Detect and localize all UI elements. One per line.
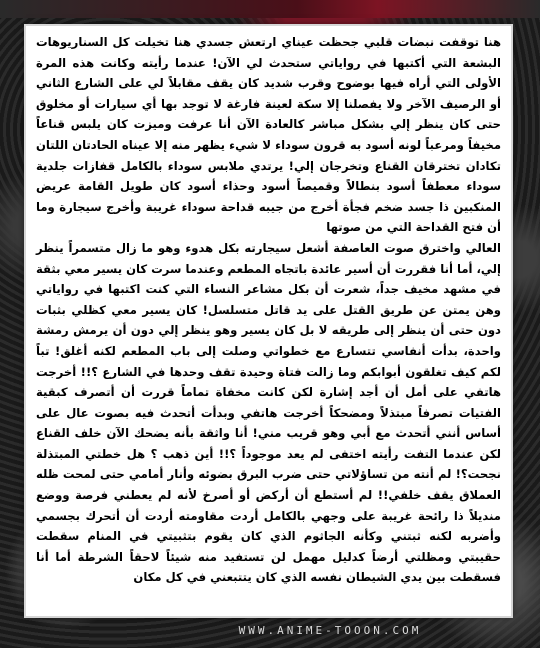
text-page <box>26 26 511 616</box>
story-text: هنا توقفت نبضات قلبي جحظت عيناي ارتعش جسدي هنا تخيلت كل السناريوهات البشعة التي أكتبها في رواياتي ستحدث لي الآن! عندما رأيته وكانت هذه المرة الأولى التي أراه فيها بوضوح وقرب شديد كان يقف مقابلاً لي على الشارع الثاني أو الرصيف الآخر ولا يفصلنا إلا سكة لعينة فارغة لا توجد بها أي سيارات أو مخلوق حتى كان ينظر إلي بشكل مباشر كالعادة الآن أنا عرفت وميزت كان يلبس قناعاً مخيفاً ومرعباً لونه أسود به قرون سوداء لا شيء يظهر منه إلا عيناه الحادتان اللتان تكادان تخترقان القناع وتخرجان إلي! يرتدي ملابس سوداء بالكامل قفازات جلدية سوداء معطفاً أسود بنطالاً وقميصاً أسود وحذاء أسود كان طويل القامة عريض المنكبين ذا جسد ضخم فجأة أخرج من جيبه قداحة سوداء غريبة وأخرج سيجارة وما أن فتح القداحة التي من صوتها العالي واخترق صوت العاصفة أشعل سيجارته بكل هدوء وهو ما زال متسمراً ينظر إلي، أما أنا فقررت أن أسير عائدة باتجاه المطعم وعندما سرت كان يسير معي بثقة في مشهد مخيف جداً، شعرت أن بكل مشاعر النساء التي كنت اكتبها في رواياتي وهن يمتن عن طريق القتل على يد قاتل متسلسل! كان يسير معي كظلي بثبات دون حتى أن ينظر إلى طريقه لا بل كان يسير وهو ينظر إلي دون أن يرمش رمشة واحدة، بدأت أنفاسي تتسارع مع خطواتي وصلت إلى باب المطعم لكنه أغلق! تباً لكم كيف تغلقون أبوابكم وما زالت فتاة وحيدة تقف وحدها في الشارع ؟!! أخرجت هاتفي على أمل أن أجد إشارة لكن كانت مخفاة تماماً قررت أن أتصرف كبقية الفتيات تصرفاً مبتذلاً ومضحكاً أخرجت هاتفي وبدأت أتحدث فيه بصوت عال على أساس أنني أتحدث مع أبي وهو قريب مني! أنا واثقة بأنه يضحك الآن خلف القناع لكن عندما التفت رأيته اختفى لم يعد موجوداً ؟!! أين ذهب ؟ هل خطتي المبتذلة نجحت؟! لم أنته من تساؤلاتي حتى ضرب البرق بضوئه وأنار أمامي حتى لمحت ظله العملاق يقف خلفي!! لم أستطع أن أركض أو أصرخ لأنه لم يعطني فرصة ووضع منديلاً ذا رائحة غريبة على وجهي بالكامل أردت مقاومته أردت أن أتحرك بجسمي وأضربه لكنه ثبتني وكأنه الجاثوم الذي كان يقوم بتثبيتي في المنام سقطت حقيبتي ومظلتي أرضاً كدليل مهمل لن تستفيد منه شيئاً لاحقاً الشرطة أما أنا فسقطت بين يدي الشيطان نفسه الذي كان يتتبعني في كل مكان <box>36 35 501 585</box>
decorative-top-band <box>0 0 540 18</box>
site-watermark: WWW.ANIME-TOOON.COM <box>238 623 422 637</box>
